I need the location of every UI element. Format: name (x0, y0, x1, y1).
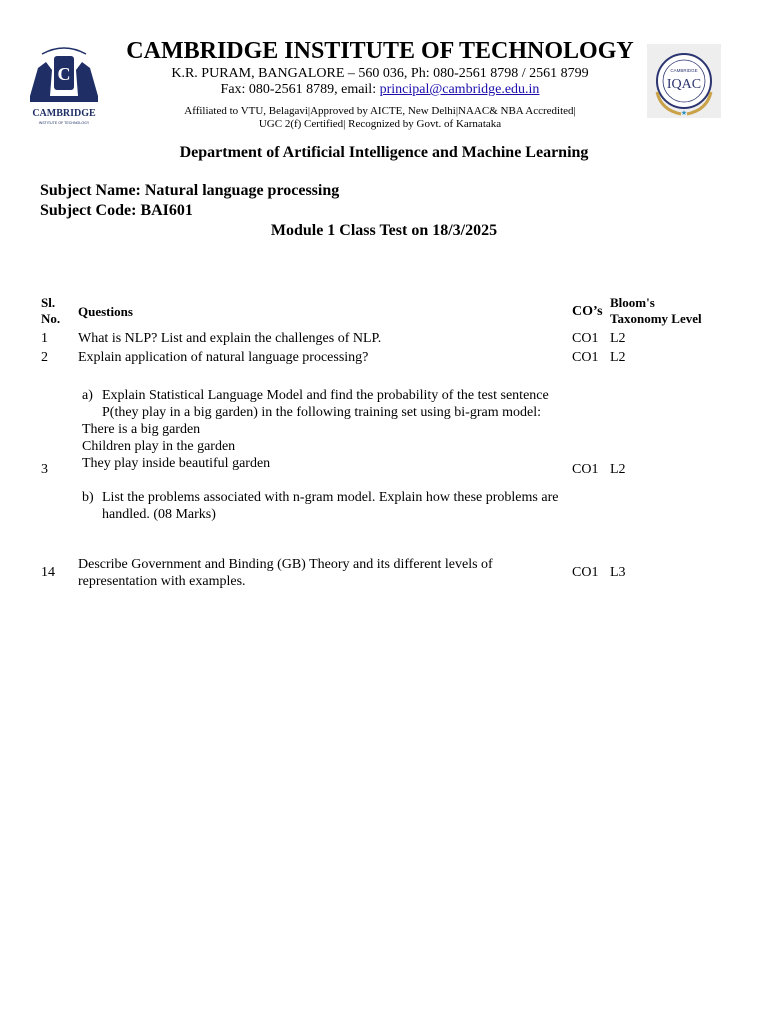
fax-text: Fax: 080-2561 8789, email: (220, 82, 380, 97)
header-sl-line1: Sl. (41, 295, 56, 310)
iqac-logo (647, 44, 721, 118)
part-a-marker: a) (82, 388, 93, 403)
subject-name: Subject Name: Natural language processing (40, 182, 340, 199)
row4-sl: 14 (41, 565, 55, 580)
cambridge-logo (20, 40, 108, 128)
training-sentence: There is a big garden (82, 422, 201, 437)
star-icon: ★ (680, 109, 688, 117)
row4-co: CO1 (572, 565, 599, 580)
subject-code: Subject Code: BAI601 (40, 202, 193, 219)
test-title: Module 1 Class Test on 18/3/2025 (270, 222, 498, 239)
header-bloom-line1: Bloom's (610, 295, 655, 310)
row3-part-a (78, 387, 568, 421)
svg-text:C: C (57, 64, 71, 84)
institute-contact (110, 82, 650, 98)
row2-co: CO1 (572, 350, 599, 365)
training-sentence: Children play in the garden (82, 439, 236, 454)
affiliation-line2: UGC 2(f) Certified| Recognized by Govt. of Karnataka (258, 118, 502, 130)
left-logo-subtext: INSTITUTE OF TECHNOLOGY (38, 121, 90, 125)
row4-level: L3 (610, 565, 626, 580)
header-questions: Questions (78, 304, 133, 319)
row3-co: CO1 (572, 462, 599, 477)
institute-name: CAMBRIDGE INSTITUTE OF TECHNOLOGY (126, 38, 634, 64)
part-b-marker: b) (82, 490, 94, 505)
row1-question: What is NLP? List and explain the challenges of NLP. (78, 331, 382, 346)
part-a-text: Explain Statistical Language Model and find the probability of the test sentence P(they play in a big garden) in the following training set using bi-gram model: (102, 388, 549, 420)
header-bloom-line2: Taxonomy Level (610, 311, 702, 326)
row1-co: CO1 (572, 331, 599, 346)
header-sl-line2: No. (41, 311, 61, 326)
institute-address: K.R. PURAM, BANGALORE – 560 036, Ph: 080-2561 8798 / 2561 8799 (171, 66, 589, 81)
row2-level: L2 (610, 350, 626, 365)
row3-question (78, 387, 568, 523)
training-sentence: They play inside beautiful garden (82, 456, 271, 471)
left-logo-text: CAMBRIDGE (32, 108, 96, 119)
department-title: Department of Artificial Intelligence and Machine Learning (179, 144, 589, 161)
row4-question: Describe Government and Binding (GB) Theory and its different levels of representation with examples. (78, 557, 493, 589)
row3-level: L2 (610, 462, 626, 477)
right-logo-text: IQAC (666, 77, 702, 92)
row1-sl: 1 (41, 331, 48, 346)
header-sl (41, 295, 60, 327)
row3-sl: 3 (41, 462, 48, 477)
email-link[interactable]: principal@cambridge.edu.in (379, 82, 540, 97)
row2-sl: 2 (41, 350, 48, 365)
row1-level: L2 (610, 331, 626, 346)
affiliation-line1: Affiliated to VTU, Belagavi|Approved by AICTE, New Delhi|NAAC& NBA Accredited| (184, 105, 576, 117)
row2-question: Explain application of natural language processing? (78, 350, 369, 365)
header-cos: CO’s (572, 304, 603, 319)
right-logo-subtext: CAMBRIDGE (670, 68, 698, 73)
header-bloom (610, 295, 702, 327)
affiliation (110, 105, 650, 131)
part-b-text: List the problems associated with n-gram model. Explain how these problems are handled. (08 Marks) (102, 490, 559, 522)
row3-part-b (78, 489, 568, 523)
